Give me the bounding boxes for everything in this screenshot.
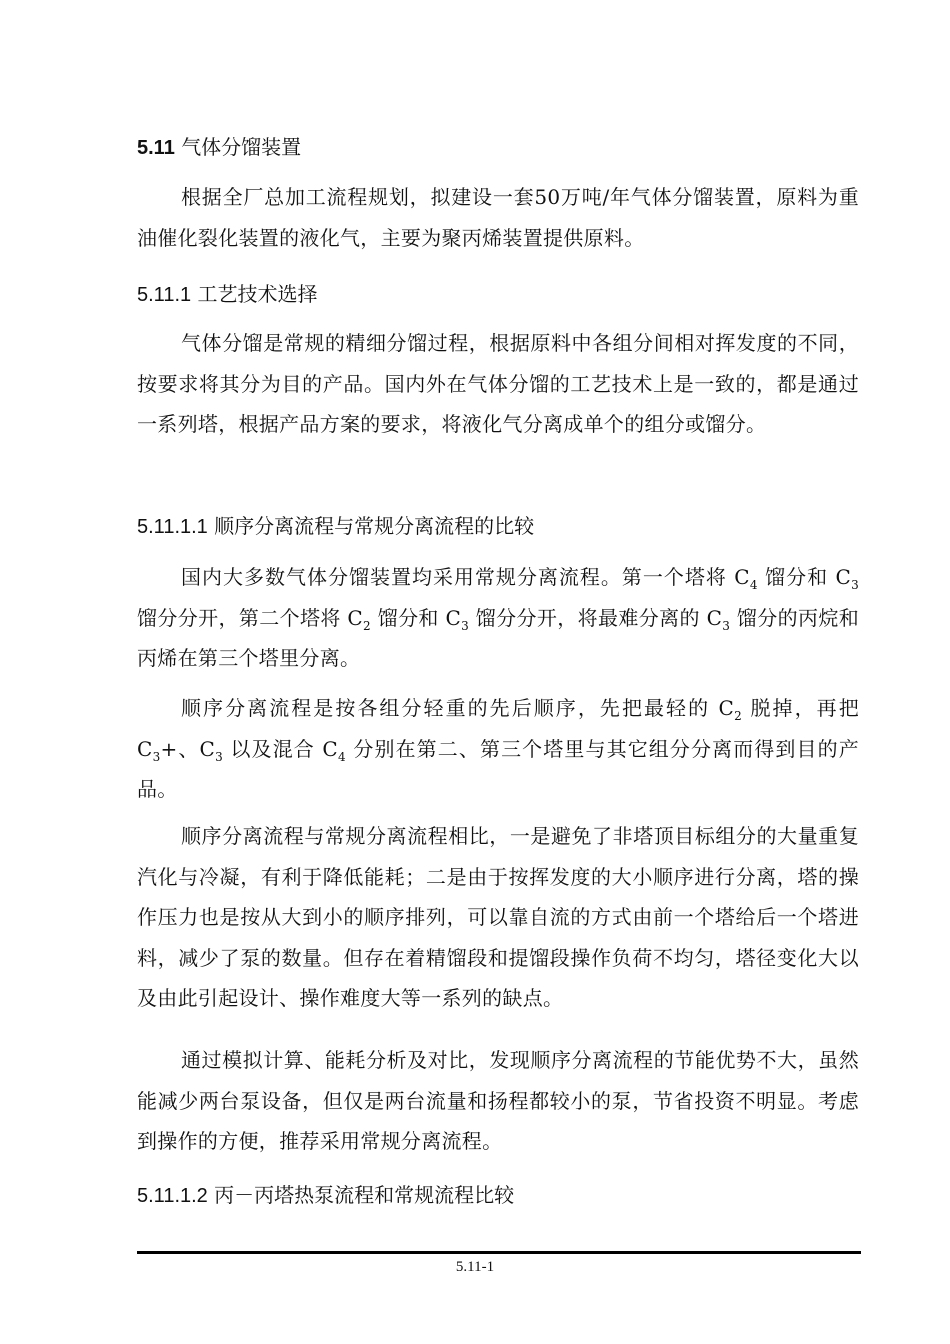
text-run: 馏分的丙烷和丙烯在第三个塔里分离。 <box>137 605 860 670</box>
subscript: 3 <box>215 749 224 764</box>
paragraph-recommendation: 通过模拟计算、能耗分析及对比，发现顺序分离流程的节能优势不大，虽然能减少两台泵设备，但仅是两台流量和扬程都较小的泵，节省投资不明显。考虑到操作的方便，推荐采用常规分离流程。 <box>137 1048 859 1153</box>
subscript: 4 <box>337 749 346 764</box>
paragraph-sequential-process <box>137 688 859 810</box>
footer-divider <box>137 1251 861 1254</box>
section-intro-paragraph: 根据全厂总加工流程规划，拟建设一套50万吨/年气体分馏装置，原料为重油催化裂化装置的液化气，主要为聚丙烯装置提供原料。 <box>137 185 859 250</box>
subscript: 2 <box>734 709 743 723</box>
text-run: 分别在第二、第三个塔里与其它组分分离而得到目的产品。 <box>137 736 859 801</box>
text-run: 国内大多数气体分馏装置均采用常规分离流程。第一个塔将 C <box>181 565 750 589</box>
subsection-number: 5.11.1 <box>137 284 192 306</box>
subscript: 3 <box>851 578 859 592</box>
text-run: 馏分和 C <box>370 605 462 630</box>
subscript: 3 <box>152 749 161 764</box>
subsubsection-number-2: 5.11.1.2 <box>137 1185 208 1207</box>
subscript: 3 <box>461 618 470 633</box>
subsubsection-heading-2 <box>137 1180 514 1211</box>
subsubsection-number-1: 5.11.1.1 <box>137 516 208 538</box>
text-run: 馏分分开，第二个塔将 C <box>137 605 364 630</box>
subsection-heading <box>137 279 317 310</box>
subsubsection-heading-1 <box>137 511 534 542</box>
subsection-paragraph: 气体分馏是常规的精细分馏过程，根据原料中各组分间相对挥发度的不同，按要求将其分为目的产品。国内外在气体分馏的工艺技术上是一致的，都是通过一系列塔，根据产品方案的要求，将液化气分离成单个的组分或馏分。 <box>137 331 859 436</box>
text-run: 馏分和 C <box>757 565 852 589</box>
subsection-title: 工艺技术选择 <box>197 282 318 306</box>
paragraph-conventional-process <box>137 557 859 679</box>
text-run: 馏分分开，将最难分离的 C <box>469 605 723 630</box>
text-run: 以及混合 C <box>223 736 338 761</box>
page-number: 5.11-1 <box>455 1259 495 1275</box>
subsubsection-title-2: 丙－丙塔热泵流程和常规流程比较 <box>214 1183 515 1207</box>
section-title: 气体分馏装置 <box>181 135 302 159</box>
text-run: 顺序分离流程是按各组分轻重的先后顺序，先把最轻的 C <box>181 696 735 720</box>
section-heading <box>137 132 301 163</box>
subscript: 3 <box>722 618 731 633</box>
paragraph-comparison: 顺序分离流程与常规分离流程相比，一是避免了非塔顶目标组分的大量重复汽化与冷凝，有利于降低能耗；二是由于按挥发度的大小顺序进行分离，塔的操作压力也是按从大到小的顺序排列，可以靠自流的方式由前一个塔给后一个塔进料，减少了泵的数量。但存在着精馏段和提馏段操作负荷不均匀，塔径变化大以及由此引起设计、操作难度大等一系列的缺点。 <box>137 824 859 1010</box>
section-number: 5.11 <box>137 137 175 159</box>
text-run: 脱掉，再把C <box>137 696 859 761</box>
subscript: 4 <box>749 578 758 592</box>
subsubsection-title-1: 顺序分离流程与常规分离流程的比较 <box>214 514 535 538</box>
text-run: +、C <box>160 736 216 761</box>
subscript: 2 <box>363 618 371 633</box>
